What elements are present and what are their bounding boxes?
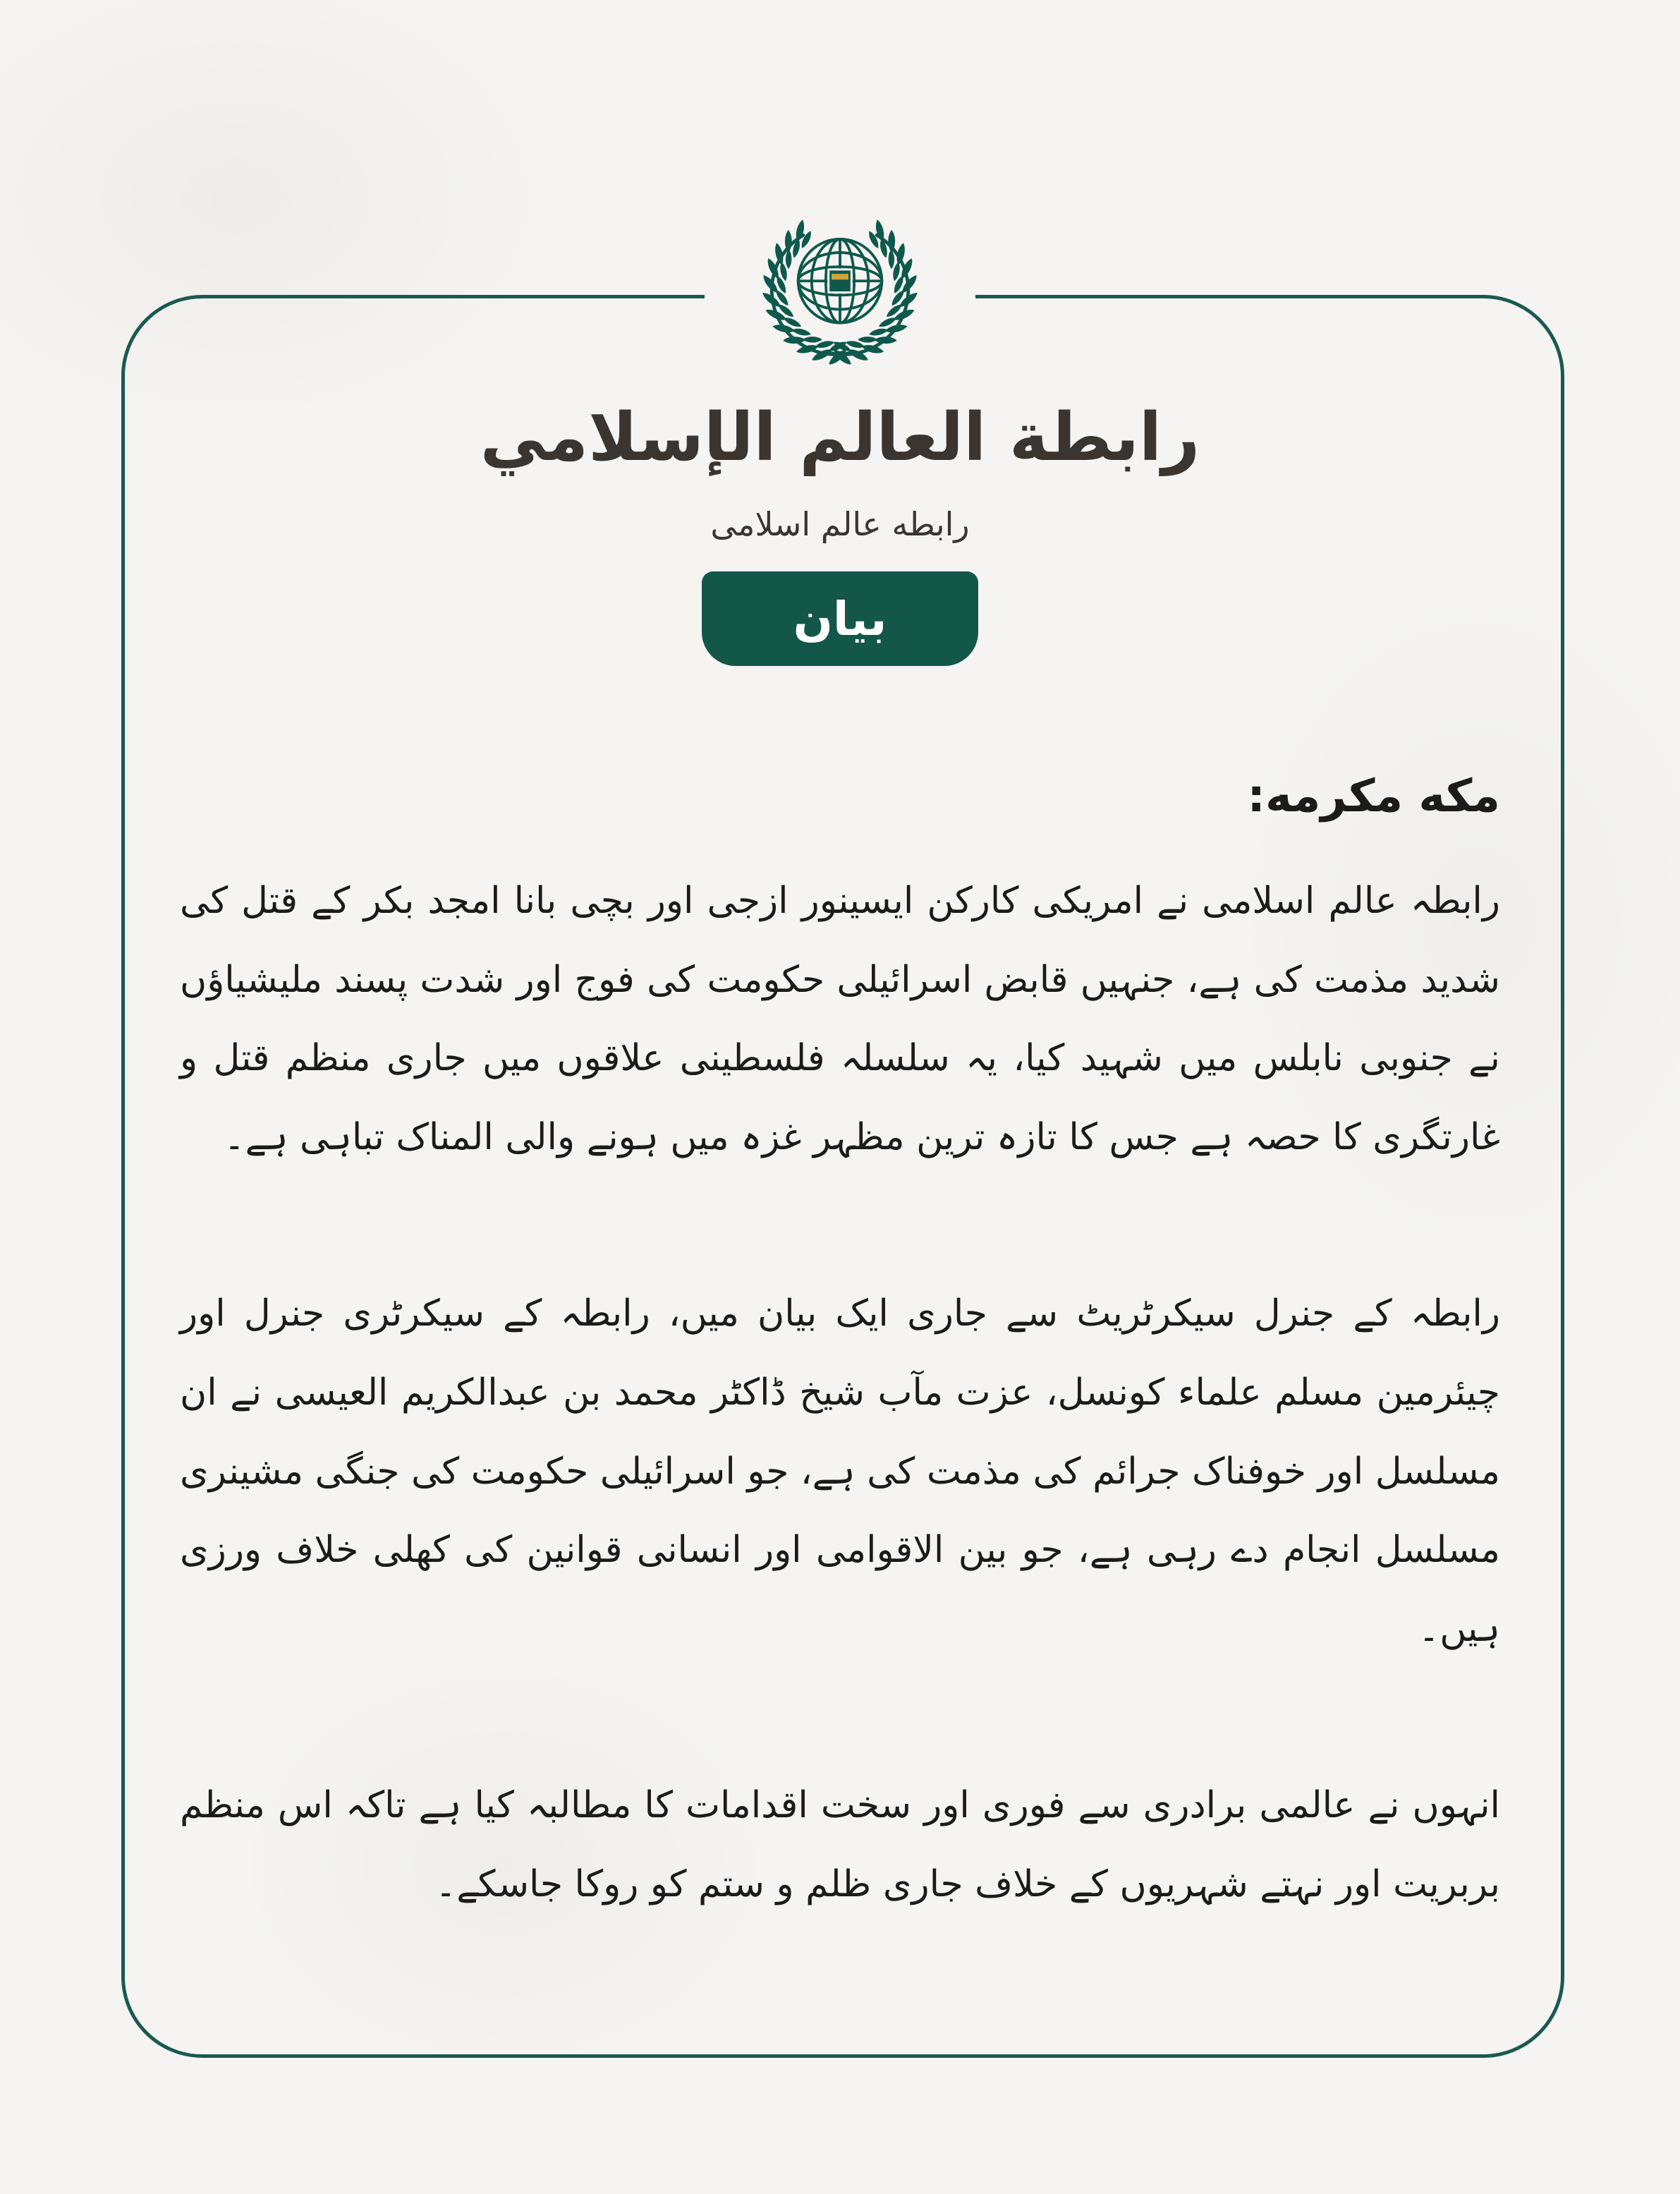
org-name-urdu: رابطه عالم اسلامی [710,505,970,543]
statement-paragraph-2: رابطہ کے جنرل سیکرٹریٹ سے جاری ایک بیان میں، رابطہ کے سیکرٹری جنرل اور چیئرمین مسلم علماء کونسل، عزت مآب شیخ ڈاکٹر محمد بن عبدالکریم العیسی نے ان مسلسل اور خوفناک جرائم کی مذمت کی ہے، جو اسرائیلی حکومت کی جنگی مشینری مسلسل انجام دے رہی ہے، جو بین الاقوامی اور انسانی قوانین کی کھلی خلاف ورزی ہیں۔ [180,1292,1500,1651]
kaaba-icon [829,269,852,293]
mwl-emblem-icon [745,205,935,381]
mwl-logo [705,205,975,381]
org-name-arabic-calligraphy: رابطة العالم الإسلامي [480,399,1200,476]
statement-paragraph-3: انہوں نے عالمی برادری سے فوری اور سخت اقدامات کا مطالبہ کیا ہے تاکہ اس منظم بربریت اور نہتے شہریوں کے خلاف جاری ظلم و ستم کو روکا جاسکے۔ [180,1783,1500,1905]
statement-badge: بيان [702,571,978,666]
statement-body [180,758,1500,1925]
dateline: مكه مكرمه: [1247,770,1500,823]
statement-paragraph-1: رابطہ عالم اسلامی نے امریکی کارکن ایسینور ازجی اور بچی بانا امجد بکر کے قتل کی شدید مذمت کی ہے، جنہیں قابض اسرائیلی حکومت کی فوج اور شدت پسند ملیشیاؤں نے جنوبی نابلس میں شہید کیا، یہ سلسلہ فلسطینی علاقوں میں جاری منظم قتل و غارتگری کا حصہ ہے جس کا تازہ ترین مظہر غزہ میں ہونے والی المناک تباہی ہے۔ [180,879,1500,1159]
